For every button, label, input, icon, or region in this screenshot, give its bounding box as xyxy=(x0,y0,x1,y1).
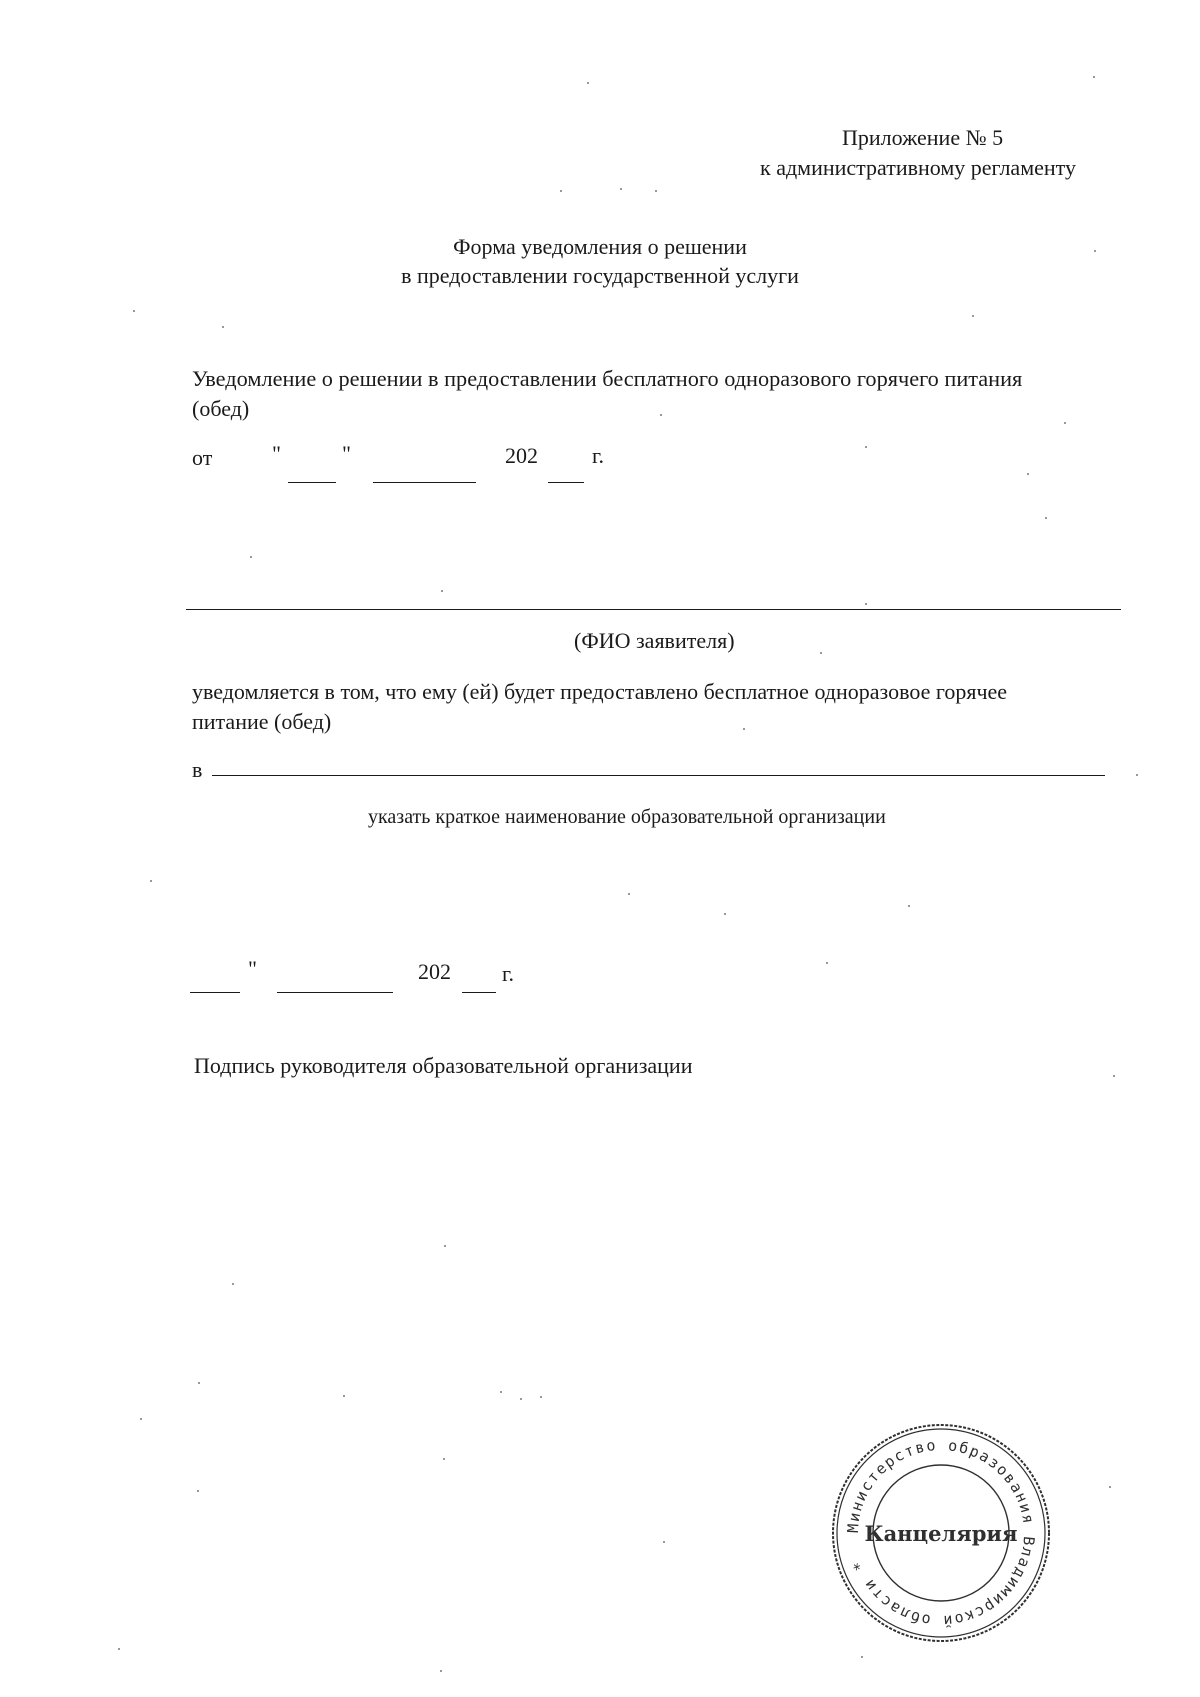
scan-speck xyxy=(1136,774,1138,776)
date-year-suffix: г. xyxy=(592,443,605,468)
organization-prefix: в xyxy=(192,757,203,782)
scan-speck xyxy=(1093,76,1095,78)
scan-speck xyxy=(540,1396,542,1398)
appendix-number: Приложение № 5 xyxy=(842,125,1004,150)
date-quote-open: " xyxy=(272,441,281,466)
date-day-blank xyxy=(288,482,336,483)
scan-speck xyxy=(520,1398,522,1400)
scan-speck xyxy=(865,603,867,605)
applicant-name-caption: (ФИО заявителя) xyxy=(574,628,735,653)
scan-speck xyxy=(724,913,726,915)
scan-speck xyxy=(444,1245,446,1247)
scan-speck xyxy=(1094,250,1096,252)
scan-speck xyxy=(820,652,822,654)
scan-speck xyxy=(908,905,910,907)
signature-label: Подпись руководителя образовательной организации xyxy=(194,1053,693,1078)
scan-speck xyxy=(743,728,745,730)
date-prefix: от xyxy=(192,445,213,470)
date-quote-close: " xyxy=(342,441,351,466)
scan-speck xyxy=(826,962,828,964)
scan-speck xyxy=(861,1656,863,1658)
scan-speck xyxy=(443,1458,445,1460)
signature-year-prefix: 202 xyxy=(418,959,451,984)
scan-speck xyxy=(150,880,152,882)
scan-speck xyxy=(620,188,622,190)
scan-speck xyxy=(222,326,224,328)
date-month-blank xyxy=(373,482,476,483)
scan-speck xyxy=(232,1283,234,1285)
scan-speck xyxy=(1113,1075,1115,1077)
stamp-center-text: Канцелярия xyxy=(864,1521,1018,1546)
office-stamp xyxy=(826,1418,1056,1648)
scan-speck xyxy=(560,190,562,192)
form-title-line-1: Форма уведомления о решении xyxy=(453,234,747,259)
scan-speck xyxy=(660,414,662,416)
scan-speck xyxy=(198,1382,200,1384)
scan-speck xyxy=(1027,473,1029,475)
scan-speck xyxy=(587,82,589,84)
signature-year-suffix: г. xyxy=(502,961,515,986)
scan-speck xyxy=(663,1541,665,1543)
date-year-blank xyxy=(548,482,584,483)
scan-speck xyxy=(628,893,630,895)
signature-month-blank xyxy=(277,992,393,993)
scan-speck xyxy=(1064,422,1066,424)
form-title-line-2: в предоставлении государственной услуги xyxy=(401,263,799,288)
notice-heading-line-2: (обед) xyxy=(192,396,250,421)
scan-speck xyxy=(441,590,443,592)
scan-speck xyxy=(118,1648,120,1650)
scan-speck xyxy=(250,556,252,558)
organization-caption: указать краткое наименование образовательной организации xyxy=(368,806,886,828)
scan-speck xyxy=(972,315,974,317)
applicant-name-blank xyxy=(186,609,1121,610)
notice-heading-line-1: Уведомление о решении в предоставлении бесплатного одноразового горячего питания xyxy=(192,366,1023,391)
signature-year-blank xyxy=(462,992,496,993)
body-line-2: питание (обед) xyxy=(192,709,332,734)
scan-speck xyxy=(197,1490,199,1492)
scan-speck xyxy=(133,310,135,312)
signature-day-blank xyxy=(190,992,240,993)
body-line-1: уведомляется в том, что ему (ей) будет предоставлено бесплатное одноразовое горячее xyxy=(192,679,1008,704)
regulation-reference: к административному регламенту xyxy=(760,155,1076,180)
date-year-prefix: 202 xyxy=(505,443,538,468)
signature-date-quote: " xyxy=(248,956,257,981)
scan-speck xyxy=(1109,1486,1111,1488)
stamp-ring-text: Министерство образования Владимирской области * xyxy=(843,1435,1039,1631)
scan-speck xyxy=(343,1395,345,1397)
scan-speck xyxy=(865,446,867,448)
scan-speck xyxy=(500,1391,502,1393)
scan-speck xyxy=(440,1670,442,1672)
organization-name-blank xyxy=(212,775,1105,776)
scan-speck xyxy=(655,190,657,192)
scan-speck xyxy=(1045,517,1047,519)
scan-speck xyxy=(140,1418,142,1420)
